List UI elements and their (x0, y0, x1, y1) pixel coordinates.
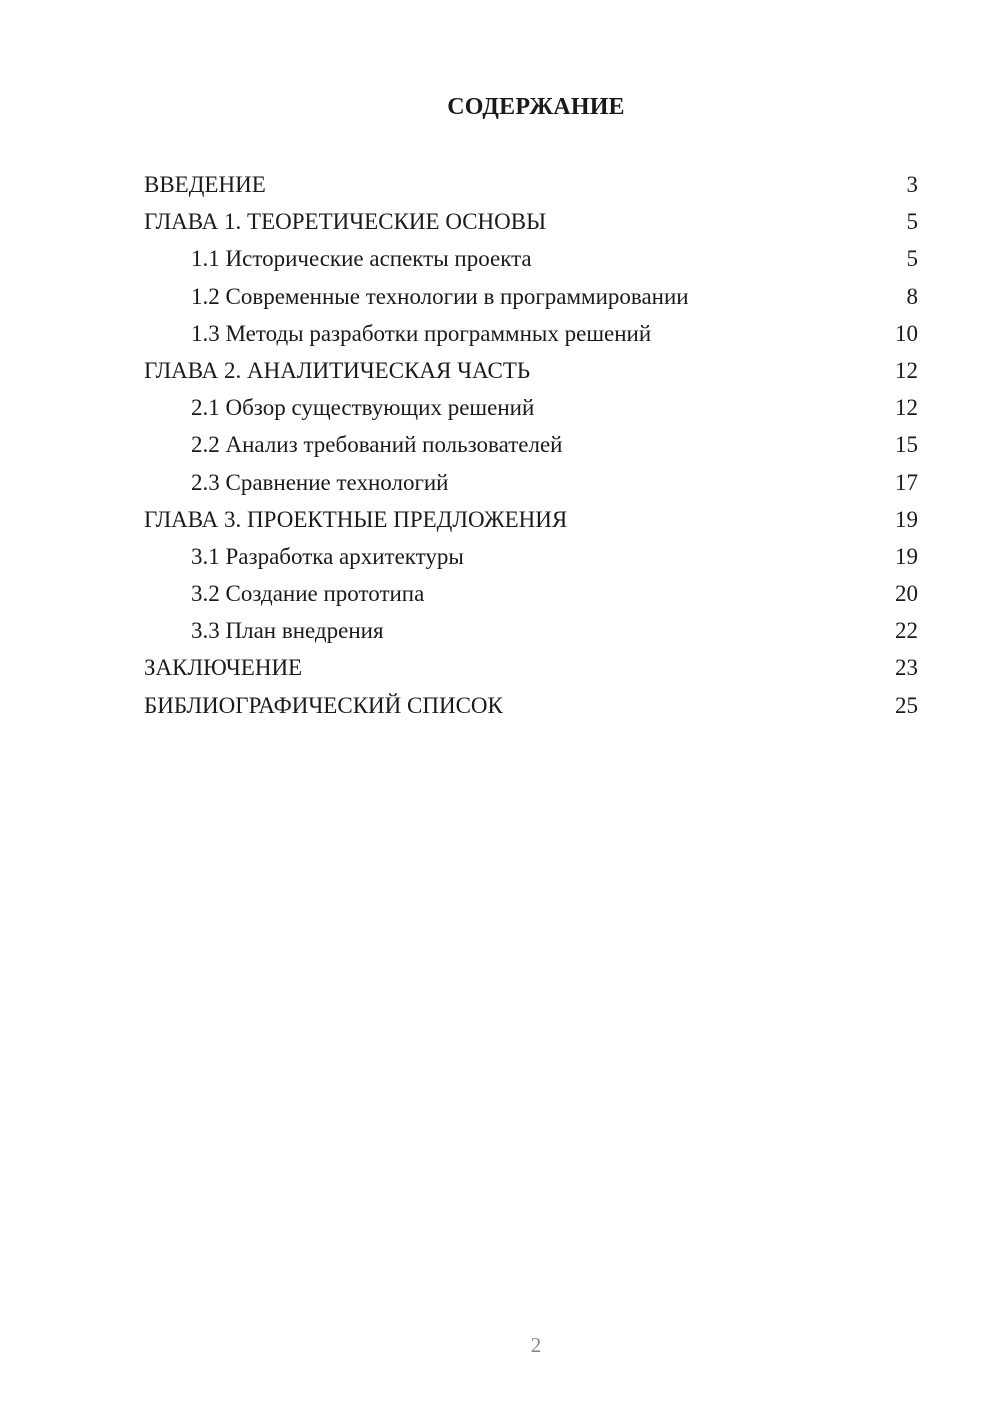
toc-entry-label: ГЛАВА 1. ТЕОРЕТИЧЕСКИЕ ОСНОВЫ (144, 209, 547, 235)
toc-entry-page-number: 5 (906, 246, 918, 272)
toc-entry-page-number: 19 (895, 506, 918, 532)
toc-entry-chapter[interactable] (144, 166, 920, 203)
toc-entry-page-number: 8 (906, 283, 918, 309)
toc-entry-label: ВВЕДЕНИЕ (144, 172, 266, 197)
toc-entry-label: 2.2 Анализ требований пользователей (191, 432, 563, 458)
toc-entry-chapter[interactable] (144, 649, 920, 686)
toc-entry-label: 1.2 Современные технологии в программировании (191, 283, 689, 309)
toc-entry-page-number: 23 (895, 655, 918, 681)
toc-entry-page-number: 3 (906, 172, 918, 197)
toc-entry-chapter[interactable] (144, 352, 920, 389)
toc-entry-chapter[interactable] (144, 203, 920, 240)
toc-entry-label: 1.3 Методы разработки программных решений (191, 320, 652, 346)
toc-entry-section[interactable] (144, 278, 920, 315)
toc-entry-page-number: 5 (906, 209, 918, 235)
toc-entry-page-number: 20 (895, 581, 918, 607)
toc-entry-section[interactable] (144, 389, 920, 426)
toc-entry-section[interactable] (144, 315, 920, 352)
toc-entry-label: 3.2 Создание прототипа (191, 581, 425, 607)
toc-entry-label: ГЛАВА 3. ПРОЕКТНЫЕ ПРЕДЛОЖЕНИЯ (144, 506, 568, 532)
toc-entry-section[interactable] (144, 426, 920, 463)
toc-entry-label: 2.3 Сравнение технологий (191, 469, 449, 495)
toc-entry-page-number: 15 (895, 432, 918, 458)
toc-entry-page-number: 17 (895, 469, 918, 495)
toc-entry-label: 3.3 План внедрения (191, 618, 384, 644)
toc-entry-label: 1.1 Исторические аспекты проекта (191, 246, 532, 272)
toc-entry-section[interactable] (144, 538, 920, 575)
toc-entry-page-number: 19 (895, 543, 918, 569)
toc-entry-section[interactable] (144, 575, 920, 612)
toc-entry-page-number: 25 (895, 692, 918, 718)
toc-entry-section[interactable] (144, 612, 920, 649)
toc-entry-chapter[interactable] (144, 501, 920, 538)
toc-entry-label: 2.1 Обзор существующих решений (191, 395, 535, 421)
page-number: 2 (530, 1333, 542, 1357)
toc-entry-section[interactable] (144, 464, 920, 501)
toc-entry-page-number: 12 (895, 395, 918, 421)
toc-entry-page-number: 12 (895, 357, 918, 383)
toc-entry-section[interactable] (144, 240, 920, 277)
table-of-contents (144, 166, 920, 724)
toc-entry-label: БИБЛИОГРАФИЧЕСКИЙ СПИСОК (144, 692, 503, 718)
toc-entry-label: ГЛАВА 2. АНАЛИТИЧЕСКАЯ ЧАСТЬ (144, 357, 531, 383)
toc-entry-chapter[interactable] (144, 687, 920, 724)
toc-entry-label: 3.1 Разработка архитектуры (191, 543, 464, 569)
toc-entry-page-number: 22 (895, 618, 918, 644)
page-title: СОДЕРЖАНИЕ (447, 94, 625, 120)
toc-entry-label: ЗАКЛЮЧЕНИЕ (144, 655, 303, 681)
toc-entry-page-number: 10 (895, 320, 918, 346)
